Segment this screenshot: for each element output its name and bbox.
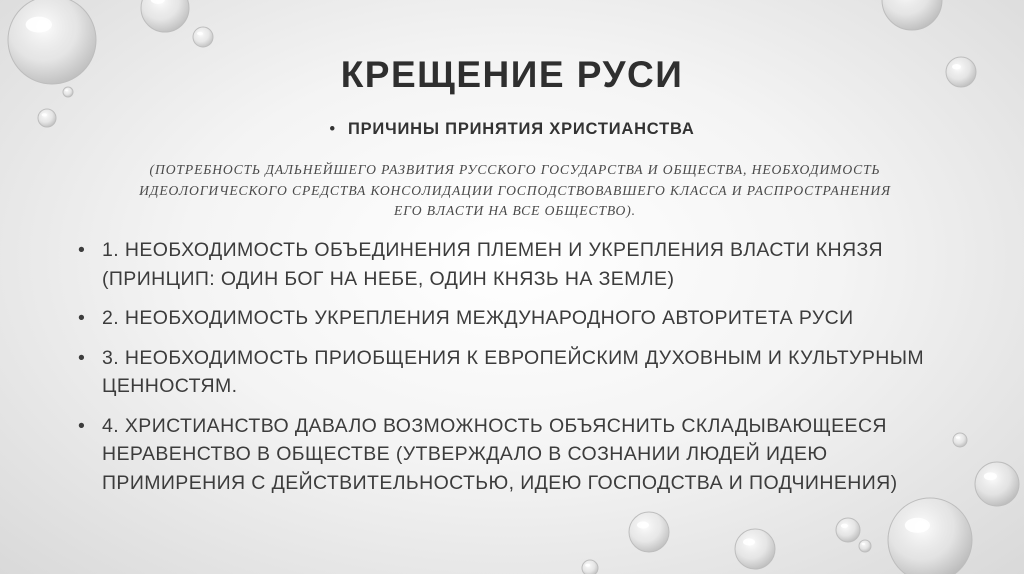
water-drop-highlight xyxy=(585,564,590,567)
list-item xyxy=(78,344,948,401)
water-drop-shape xyxy=(836,518,860,542)
water-drop-highlight xyxy=(197,32,203,36)
points-list xyxy=(78,236,948,508)
bullet-dot: • xyxy=(78,307,86,329)
water-drop-highlight xyxy=(861,543,865,545)
point-text: 4. ХРИСТИАНСТВО ДАВАЛО ВОЗМОЖНОСТЬ ОБЪЯСНИТЬ СКЛАДЫВАЮЩЕЕСЯ НЕРАВЕНСТВО В ОБЩЕСТВЕ (УТВЕРЖДАЛО В СОЗНАНИИ ЛЮДЕЙ ИДЕЮ ПРИМИРЕНИЯ С ДЕЙСТВИТЕЛЬНОСТЬЮ, ИДЕЮ ГОСПОДСТВА И ПОДЧИНЕНИЯ) xyxy=(102,414,898,494)
water-drop-shape xyxy=(882,0,942,30)
water-drop-highlight xyxy=(743,538,755,545)
bullet-dot: • xyxy=(78,239,86,261)
water-drop-shape xyxy=(582,560,598,574)
water-drop-highlight xyxy=(956,436,960,439)
list-item xyxy=(78,304,948,333)
subtitle-bullet: • xyxy=(329,120,336,138)
slide-subtitle xyxy=(0,120,1024,139)
slide-note: (ПОТРЕБНОСТЬ ДАЛЬНЕЙШЕГО РАЗВИТИЯ РУССКОГО ГОСУДАРСТВА И ОБЩЕСТВА, НЕОБХОДИМОСТЬ ИДЕОЛОГИЧЕСКОГО СРЕДСТВА КОНСОЛИДАЦИИ ГОСПОДСТВОВАВШЕГО КЛАССА И РАСПРОСТРАНЕНИЯ ЕГО ВЛАСТИ НА ВСЕ ОБЩЕСТВО). xyxy=(139,162,891,218)
water-drop-highlight xyxy=(26,17,52,33)
water-drop-shape xyxy=(735,529,775,569)
point-text: 3. НЕОБХОДИМОСТЬ ПРИОБЩЕНИЯ К ЕВРОПЕЙСКИМ ДУХОВНЫМ И КУЛЬТУРНЫМ ЦЕННОСТЯМ. xyxy=(102,346,925,397)
water-drop-shape xyxy=(975,462,1019,506)
bullet-dot: • xyxy=(78,414,86,437)
bullet-dot: • xyxy=(78,346,86,369)
water-drop-highlight xyxy=(637,521,649,528)
list-item xyxy=(78,412,948,498)
water-drop-highlight xyxy=(905,518,930,533)
point-text: 1. НЕОБХОДИМОСТЬ ОБЪЕДИНЕНИЯ ПЛЕМЕН И УКРЕПЛЕНИЯ ВЛАСТИ КНЯЗЯ (ПРИНЦИП: ОДИН БОГ НА НЕБЕ, ОДИН КНЯЗЬ НА ЗЕМЛЕ) xyxy=(102,239,883,290)
subtitle-text: ПРИЧИНЫ ПРИНЯТИЯ ХРИСТИАНСТВА xyxy=(347,120,695,138)
water-drop-highlight xyxy=(841,524,848,528)
water-drop-shape xyxy=(953,433,967,447)
water-drop-highlight xyxy=(42,113,47,116)
water-drop-shape xyxy=(859,540,871,552)
list-item xyxy=(78,236,948,293)
slide-title: КРЕЩЕНИЕ РУСИ xyxy=(340,54,684,95)
water-drop-highlight xyxy=(984,472,997,480)
water-drop-shape xyxy=(141,0,189,32)
water-drop-shape xyxy=(193,27,213,47)
water-drop-shape xyxy=(629,512,669,552)
point-text: 2. НЕОБХОДИМОСТЬ УКРЕПЛЕНИЯ МЕЖДУНАРОДНОГО АВТОРИТЕТА РУСИ xyxy=(102,307,854,329)
water-drop-shape xyxy=(888,498,972,574)
